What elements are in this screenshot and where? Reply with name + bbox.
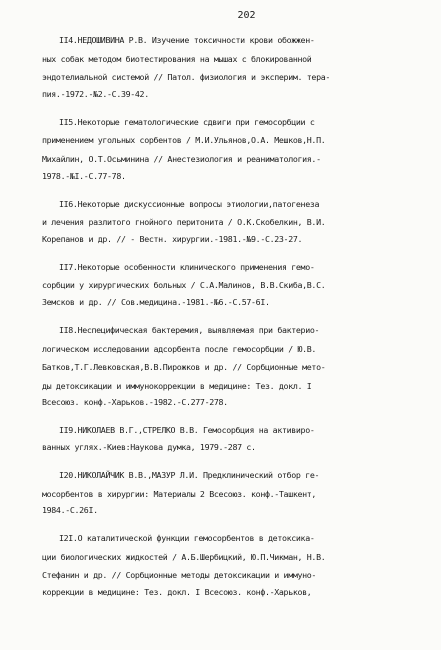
entry-line: коррекции в медицине: Тез. докл. I Всесоюз. конф.-Харьков, bbox=[42, 586, 312, 597]
entry-first-line: II6.Некоторые дискуссионные вопросы этиологии,патогенеза bbox=[59, 198, 320, 209]
bibliography-entry bbox=[42, 195, 429, 246]
entry-line: Стефанин и др. // Сорбционные методы детоксикации и иммуно- bbox=[42, 570, 317, 581]
entry-line: Всесоюз. конф.-Харьков.-1982.-С.277-278. bbox=[42, 397, 228, 408]
entry-line: мосорбентов в хирургии: Материалы 2 Всесоюз. конф.-Ташкент, bbox=[42, 488, 317, 499]
bibliography-list bbox=[42, 31, 429, 599]
entry-line: ванных углях.-Киев:Наукова думка, 1979.-287 с. bbox=[42, 441, 256, 452]
entry-line: 1978.-№I.-С.77-78. bbox=[42, 170, 126, 181]
entry-line: и лечения разлитого гнойного перитонита / О.К.Скобелкин, В.И. bbox=[42, 217, 326, 228]
entry-line: Батков,Т.Г.Левковская,В.В.Пирожков и др. // Сорбционные мето- bbox=[42, 362, 326, 373]
entry-line: сорбции у хирургических больных / С.А.Малинов, В.В.Скиба,В.С. bbox=[42, 280, 326, 291]
entry-first-line: II5.Некоторые гематологические сдвиги при гемосорбции с bbox=[59, 116, 315, 127]
entry-first-line: II4.НЕДОШИВИНА Р.В. Изучение токсичности крови обожжен- bbox=[59, 35, 315, 45]
bibliography-entry bbox=[42, 31, 429, 101]
entry-first-line: II7.Некоторые особенности клинического применения гемо- bbox=[59, 261, 315, 272]
entry-first-line: I20.НИКОЛАЙЧИК В.В.,МАЗУР Л.И. Предклинический отбор ге- bbox=[59, 469, 320, 480]
entry-line: 1984.-С.26I. bbox=[42, 505, 98, 516]
entry-line: Корепанов и др. // - Вестн. хирургии.-1981.-№9.-С.23-27. bbox=[42, 233, 303, 244]
entry-line: ции биологических жидкостей / А.Б.Шербицкий, Ю.П.Чикман, Н.В. bbox=[42, 551, 326, 562]
bibliography-entry bbox=[42, 321, 429, 409]
entry-line: эндотелиальной системой // Патол. физиология и эксперим. тера- bbox=[42, 72, 330, 83]
bibliography-entry bbox=[42, 421, 429, 454]
bibliography-entry bbox=[42, 113, 429, 183]
entry-first-line: II9.НИКОЛАЕВ В.Г.,СТРЕЛКО В.В. Гемосорбция на активиро- bbox=[59, 425, 315, 436]
entry-line: применением угольных сорбентов / М.И.Ульянов,О.А. Мешков,Н.П. bbox=[42, 135, 326, 146]
bibliography-entry bbox=[42, 466, 429, 517]
entry-first-line: I2I.О каталитической функции гемосорбентов в детоксика- bbox=[59, 533, 315, 544]
bibliography-entry bbox=[42, 529, 429, 599]
entry-line: Михайлин, О.Т.Осьминина // Анестезиология и реаниматология.- bbox=[42, 153, 321, 164]
entry-line: логическом исследовании адсорбента после гемосорбции / Ю.В. bbox=[42, 343, 317, 354]
entry-first-line: II8.Неспецифическая бактеремия, выявляемая при бактерио- bbox=[59, 324, 320, 335]
entry-line: ды детоксикации и иммунокоррекции в медицине: Тез. докл. I bbox=[42, 380, 312, 391]
entry-line: Земсков и др. // Сов.медицина.-1981.-№6.-С.57-6I. bbox=[42, 296, 270, 307]
entry-line: ных собак методом биотестирования на мышах с блокированной bbox=[42, 53, 312, 64]
bibliography-entry bbox=[42, 258, 429, 309]
entry-line: пия.-1972.-№2.-С.39-42. bbox=[42, 88, 149, 99]
page-number: 202 bbox=[237, 10, 256, 21]
